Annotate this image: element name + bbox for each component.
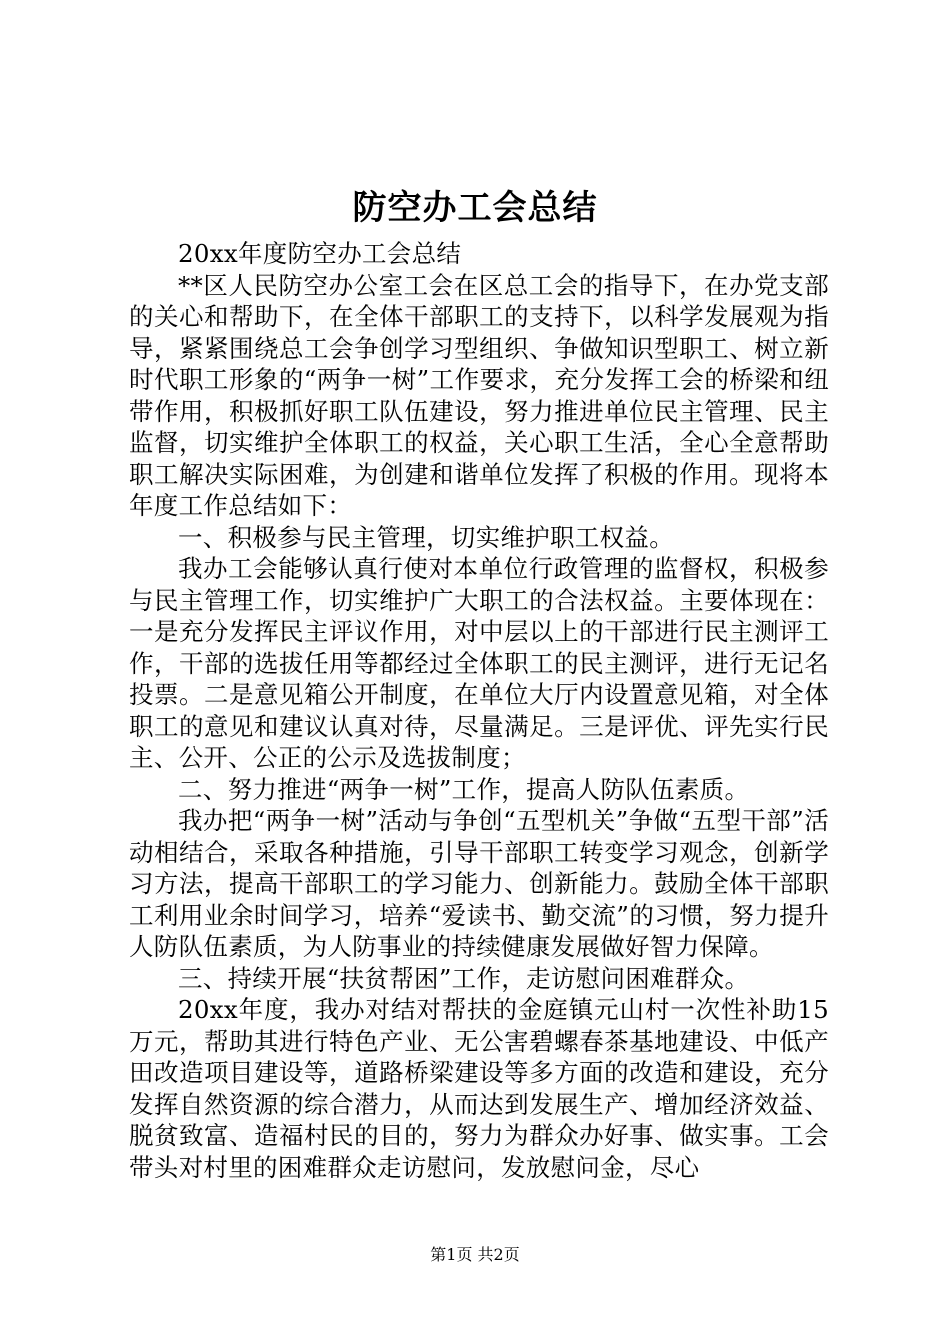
document-title: 防空办工会总结	[352, 188, 598, 228]
paragraph-section-1: 我办工会能够认真行使对本单位行政管理的监督权，积极参与民主管理工作，切实维护广大职工的合法权益。主要体现在：一是充分发挥民主评议作用，对中层以上的干部进行民主测评工作，干部的选拔任用等都经过全体职工的民主测评，进行无记名投票。二是意见箱公开制度，在单位大厅内设置意见箱，对全体职工的意见和建议认真对待，尽量满足。三是评优、评先实行民主、公开、公正的公示及选拔制度；	[129, 554, 829, 772]
paragraph-section-2: 我办把“两争一树”活动与争创“五型机关”争做“五型干部”活动相结合，采取各种措施，引导干部职工转变学习观念，创新学习方法，提高干部职工的学习能力、创新能力。鼓励全体干部职工利用业余时间学习，培养“爱读书、勤交流”的习惯，努力提升人防队伍素质，为人防事业的持续健康发展做好智力保障。	[129, 806, 829, 961]
paragraph-section-3: 20xx年度，我办对结对帮扶的金庭镇元山村一次性补助15万元，帮助其进行特色产业、无公害碧螺春茶基地建设、中低产田改造项目建设等，道路桥梁建设等多方面的改造和建设，充分发挥自然资源的综合潜力，从而达到发展生产、增加经济效益、脱贫致富、造福村民的目的，努力为群众办好事、做实事。工会带头对村里的困难群众走访慰问，发放慰问金，尽心	[129, 995, 829, 1182]
paragraph-subtitle: 20xx年度防空办工会总结	[178, 239, 462, 268]
page-number-footer: 第1页 共2页	[430, 1245, 520, 1264]
paragraph-intro: **区人民防空办公室工会在区总工会的指导下，在办党支部的关心和帮助下，在全体干部职工的支持下，以科学发展观为指导，紧紧围绕总工会争创学习型组织、争做知识型职工、树立新时代职工形象的“两争一树”工作要求，充分发挥工会的桥梁和纽带作用，积极抓好职工队伍建设，努力推进单位民主管理、民主监督，切实维护全体职工的权益，关心职工生活，全心全意帮助职工解决实际困难，为创建和谐单位发挥了积极的作用。现将本年度工作总结如下：	[129, 270, 829, 520]
document-body	[129, 238, 829, 1183]
section-heading-2: 二、努力推进“两争一树”工作，提高人防队伍素质。	[178, 774, 750, 804]
section-heading-1: 一、积极参与民主管理，切实维护职工权益。	[178, 522, 674, 552]
section-heading-3: 三、持续开展“扶贫帮困”工作，走访慰问困难群众。	[178, 963, 750, 993]
